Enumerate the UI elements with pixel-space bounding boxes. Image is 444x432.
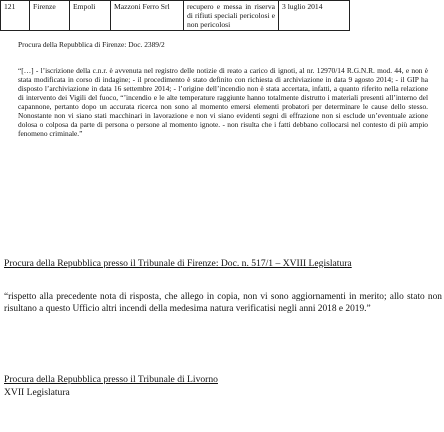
section-heading-livorno: Procura della Repubblica presso il Tribunale di Livorno [4,374,218,385]
quoted-response: “rispetto alla precedente nota di risposta, che allego in copia, non vi sono aggiornamenti in merito; allo stato non risultano a questo Ufficio altri incendi della medesima natura verificatisi negli anni 2018 e 2019.” [4,292,442,315]
document-reference: Procura della Repubblica di Firenze: Doc. 2389/2 [18,40,165,49]
cell-company: Mazzoni Ferro Srl [111,1,184,31]
section-heading-firenze: Procura della Repubblica presso il Tribunale di Firenze: Doc. n. 517/1 – XVIII Legislatura [4,258,352,269]
cell-municipality: Empoli [70,1,111,31]
cell-province: Firenze [30,1,70,31]
legislature-label: XVII Legislatura [4,387,70,398]
cell-number: 121 [1,1,30,31]
table-row [1,1,350,31]
incident-table-row [0,0,350,31]
cell-activity: recupero e messa in riserva di rifiuti speciali pericolosi e non pericolosi [184,1,279,31]
cell-date: 3 luglio 2014 [279,1,350,31]
quoted-excerpt-firenze: “[…] - l’iscrizione della c.n.r. è avvenuta nel registro delle notizie di reato a carico di ignoti, al nr. 12970/14 R.G.N.R. mod. 44, e non è stata modificata in corso di indagine; - il procedimento è stato definito con richiesta di archiviazione in data 9 agosto 2014; - il GIP ha disposto l’archiviazione in data 16 settembre 2014; - l’origine dell’incendio non è stata accertata, infatti, a quanto riferito nella relazione di intervento dei Vigili del fuoco, “’incendio e le alte temperature raggiunte hanno totalmente distrutto i materiali presenti all’interno del capannone, pertanto dopo un accurata ricerca non sono al momento emersi elementi probatori per determinare le cause dello stesso. Nonostante non vi siano stati macchinari in lavorazione e non vi siano evidenti segni di effrazione non si esclude un’eventuale azione dolosa o colposa da parte di persona o persone al momento ignote. - non risulta che i fatti debbano collocarsi nel contesto di più ampio fenomeno criminale.” [18,66,428,139]
